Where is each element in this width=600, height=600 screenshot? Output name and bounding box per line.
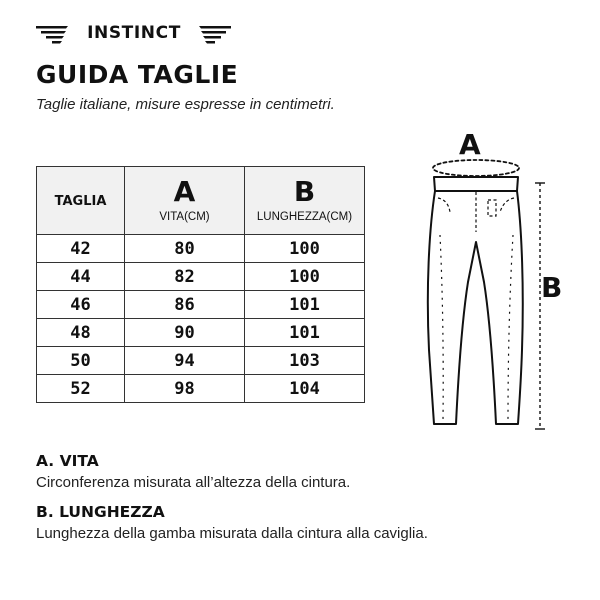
cell-vita: 94	[125, 347, 245, 375]
column-header-label: VITA(CM)	[159, 210, 210, 223]
table-row	[37, 319, 365, 347]
cell-vita: 82	[125, 263, 245, 291]
cell-lunghezza: 101	[245, 319, 365, 347]
definition-title-vita: A. VITA	[36, 452, 99, 470]
right-seam	[508, 235, 513, 420]
table-row	[37, 263, 365, 291]
column-header-taglia	[37, 167, 125, 235]
column-header-lunghezza	[245, 167, 365, 235]
cell-lunghezza: 103	[245, 347, 365, 375]
column-header-letter: B	[293, 174, 316, 208]
size-table	[36, 166, 365, 403]
definition-text-lunghezza: Lunghezza della gamba misurata dalla cintura alla caviglia.	[36, 525, 428, 542]
waist-measure-ellipse	[433, 160, 519, 176]
table-header-row	[37, 167, 365, 235]
cell-lunghezza: 100	[245, 263, 365, 291]
cell-lunghezza: 104	[245, 375, 365, 403]
table-row	[37, 375, 365, 403]
cell-taglia: 50	[37, 347, 125, 375]
cell-taglia: 52	[37, 375, 125, 403]
brand-logo	[36, 20, 231, 50]
column-header-label: LUNGHEZZA(CM)	[256, 210, 353, 223]
column-header-letter: A	[173, 174, 196, 208]
definition-text-vita: Circonferenza misurata all’altezza della cintura.	[36, 474, 351, 491]
table-row	[37, 347, 365, 375]
cell-vita: 90	[125, 319, 245, 347]
cell-taglia: 48	[37, 319, 125, 347]
left-seam	[440, 235, 443, 420]
diagram-label-b: B	[541, 271, 563, 304]
cell-vita: 98	[125, 375, 245, 403]
cell-vita: 80	[125, 235, 245, 263]
brand-name: INSTINCT	[87, 23, 181, 43]
waistband	[434, 177, 518, 191]
column-header-vita	[125, 167, 245, 235]
page-title: GUIDA TAGLIE	[36, 60, 239, 89]
page-subtitle: Taglie italiane, misure espresse in centimetri.	[36, 96, 335, 113]
diagram-label-a: A	[459, 128, 481, 161]
cell-lunghezza: 100	[245, 235, 365, 263]
table-row	[37, 235, 365, 263]
column-header-label: TAGLIA	[54, 193, 107, 209]
left-pocket	[438, 198, 450, 212]
right-pocket	[500, 198, 514, 212]
definition-title-lunghezza: B. LUNGHEZZA	[36, 503, 165, 521]
table-row	[37, 291, 365, 319]
cell-lunghezza: 101	[245, 291, 365, 319]
cell-taglia: 42	[37, 235, 125, 263]
cell-vita: 86	[125, 291, 245, 319]
cell-taglia: 44	[37, 263, 125, 291]
cell-taglia: 46	[37, 291, 125, 319]
coin-pocket	[488, 200, 496, 216]
